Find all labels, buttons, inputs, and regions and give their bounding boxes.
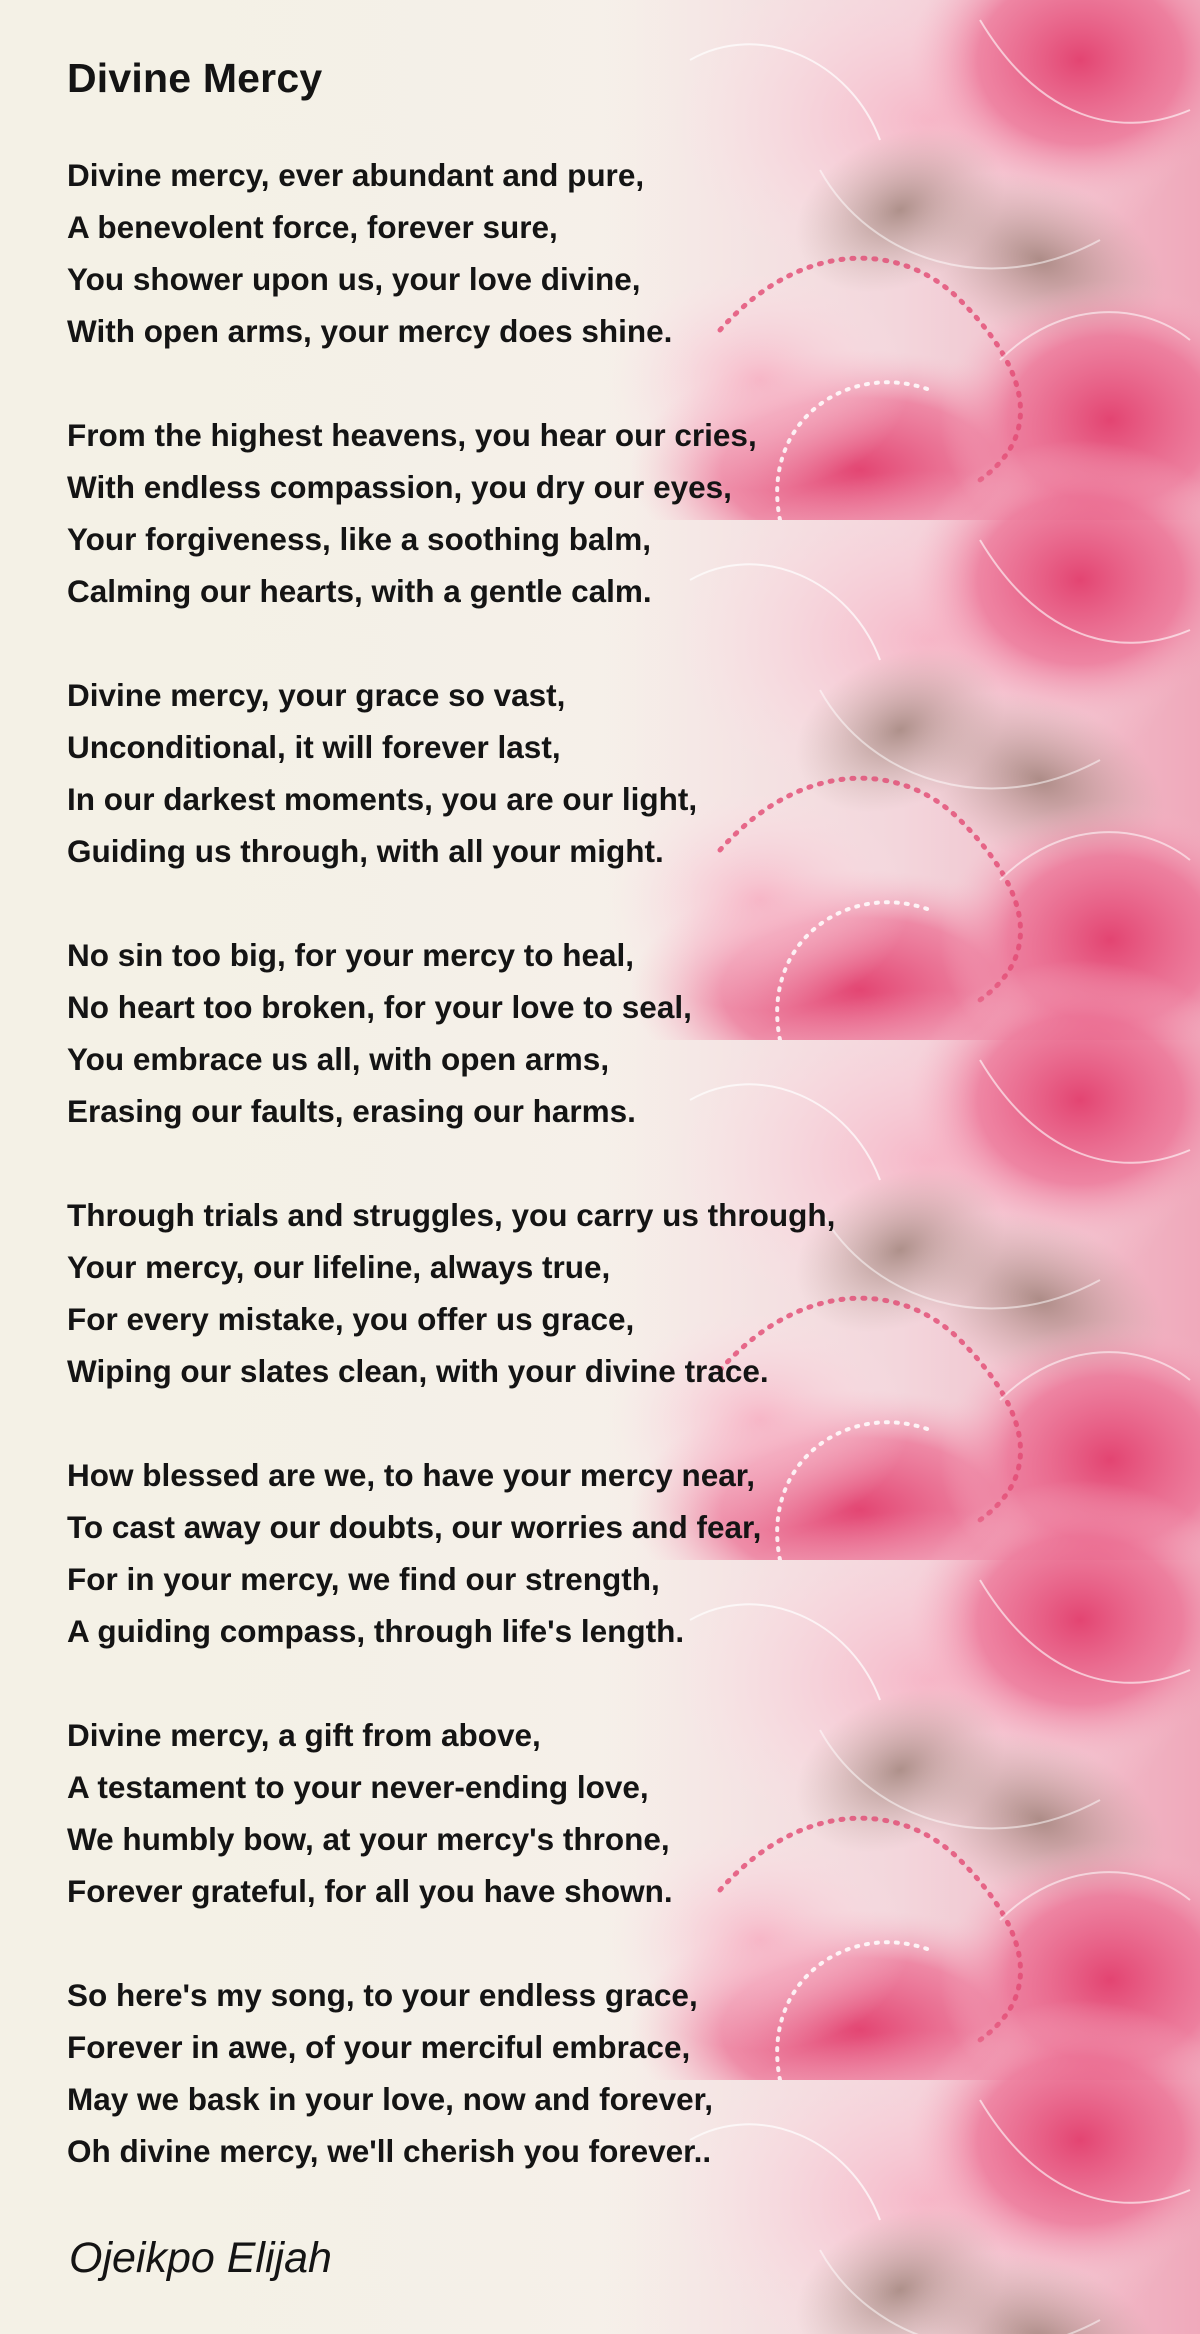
poem-line: With endless compassion, you dry our eyes, xyxy=(67,469,732,505)
poem-line: You shower upon us, your love divine, xyxy=(67,261,641,297)
poem-line: With open arms, your mercy does shine. xyxy=(67,313,673,349)
poem-line: How blessed are we, to have your mercy near, xyxy=(67,1457,756,1493)
poem-author: Ojeikpo Elijah xyxy=(69,2234,332,2282)
poem-line: Divine mercy, your grace so vast, xyxy=(67,677,566,713)
poem-line: For every mistake, you offer us grace, xyxy=(67,1301,635,1337)
poem-line: So here's my song, to your endless grace, xyxy=(67,1977,698,2013)
poem-line: We humbly bow, at your mercy's throne, xyxy=(67,1821,670,1857)
poem-line: Forever in awe, of your merciful embrace, xyxy=(67,2029,691,2065)
poem-title: Divine Mercy xyxy=(67,55,323,101)
poem-line: Guiding us through, with all your might. xyxy=(67,833,664,869)
poem-line: No heart too broken, for your love to seal, xyxy=(67,989,692,1025)
poem-line: No sin too big, for your mercy to heal, xyxy=(67,937,635,973)
poem-line: You embrace us all, with open arms, xyxy=(67,1041,610,1077)
poem-line: Calming our hearts, with a gentle calm. xyxy=(67,573,652,609)
poem-line: A guiding compass, through life's length. xyxy=(67,1613,685,1649)
poem-line: Divine mercy, a gift from above, xyxy=(67,1717,541,1753)
poem-line: Divine mercy, ever abundant and pure, xyxy=(67,157,645,193)
poem-line: Your forgiveness, like a soothing balm, xyxy=(67,521,652,557)
poem-line: For in your mercy, we find our strength, xyxy=(67,1561,660,1597)
poem-line: From the highest heavens, you hear our cries, xyxy=(67,417,757,453)
poem-line: In our darkest moments, you are our light, xyxy=(67,781,698,817)
poem-line: Wiping our slates clean, with your divine trace. xyxy=(67,1353,769,1389)
poem-line: A testament to your never-ending love, xyxy=(67,1769,649,1805)
poem-line: Through trials and struggles, you carry us through, xyxy=(67,1197,836,1233)
poem-line: A benevolent force, forever sure, xyxy=(67,209,558,245)
poem-line: Erasing our faults, erasing our harms. xyxy=(67,1093,636,1129)
poem-line: Forever grateful, for all you have shown. xyxy=(67,1873,673,1909)
poem-line: Unconditional, it will forever last, xyxy=(67,729,561,765)
poem-line: Oh divine mercy, we'll cherish you forever.. xyxy=(67,2133,712,2169)
poem-line: To cast away our doubts, our worries and fear, xyxy=(67,1509,762,1545)
poem-line: May we bask in your love, now and forever, xyxy=(67,2081,713,2117)
poem-line: Your mercy, our lifeline, always true, xyxy=(67,1249,611,1285)
